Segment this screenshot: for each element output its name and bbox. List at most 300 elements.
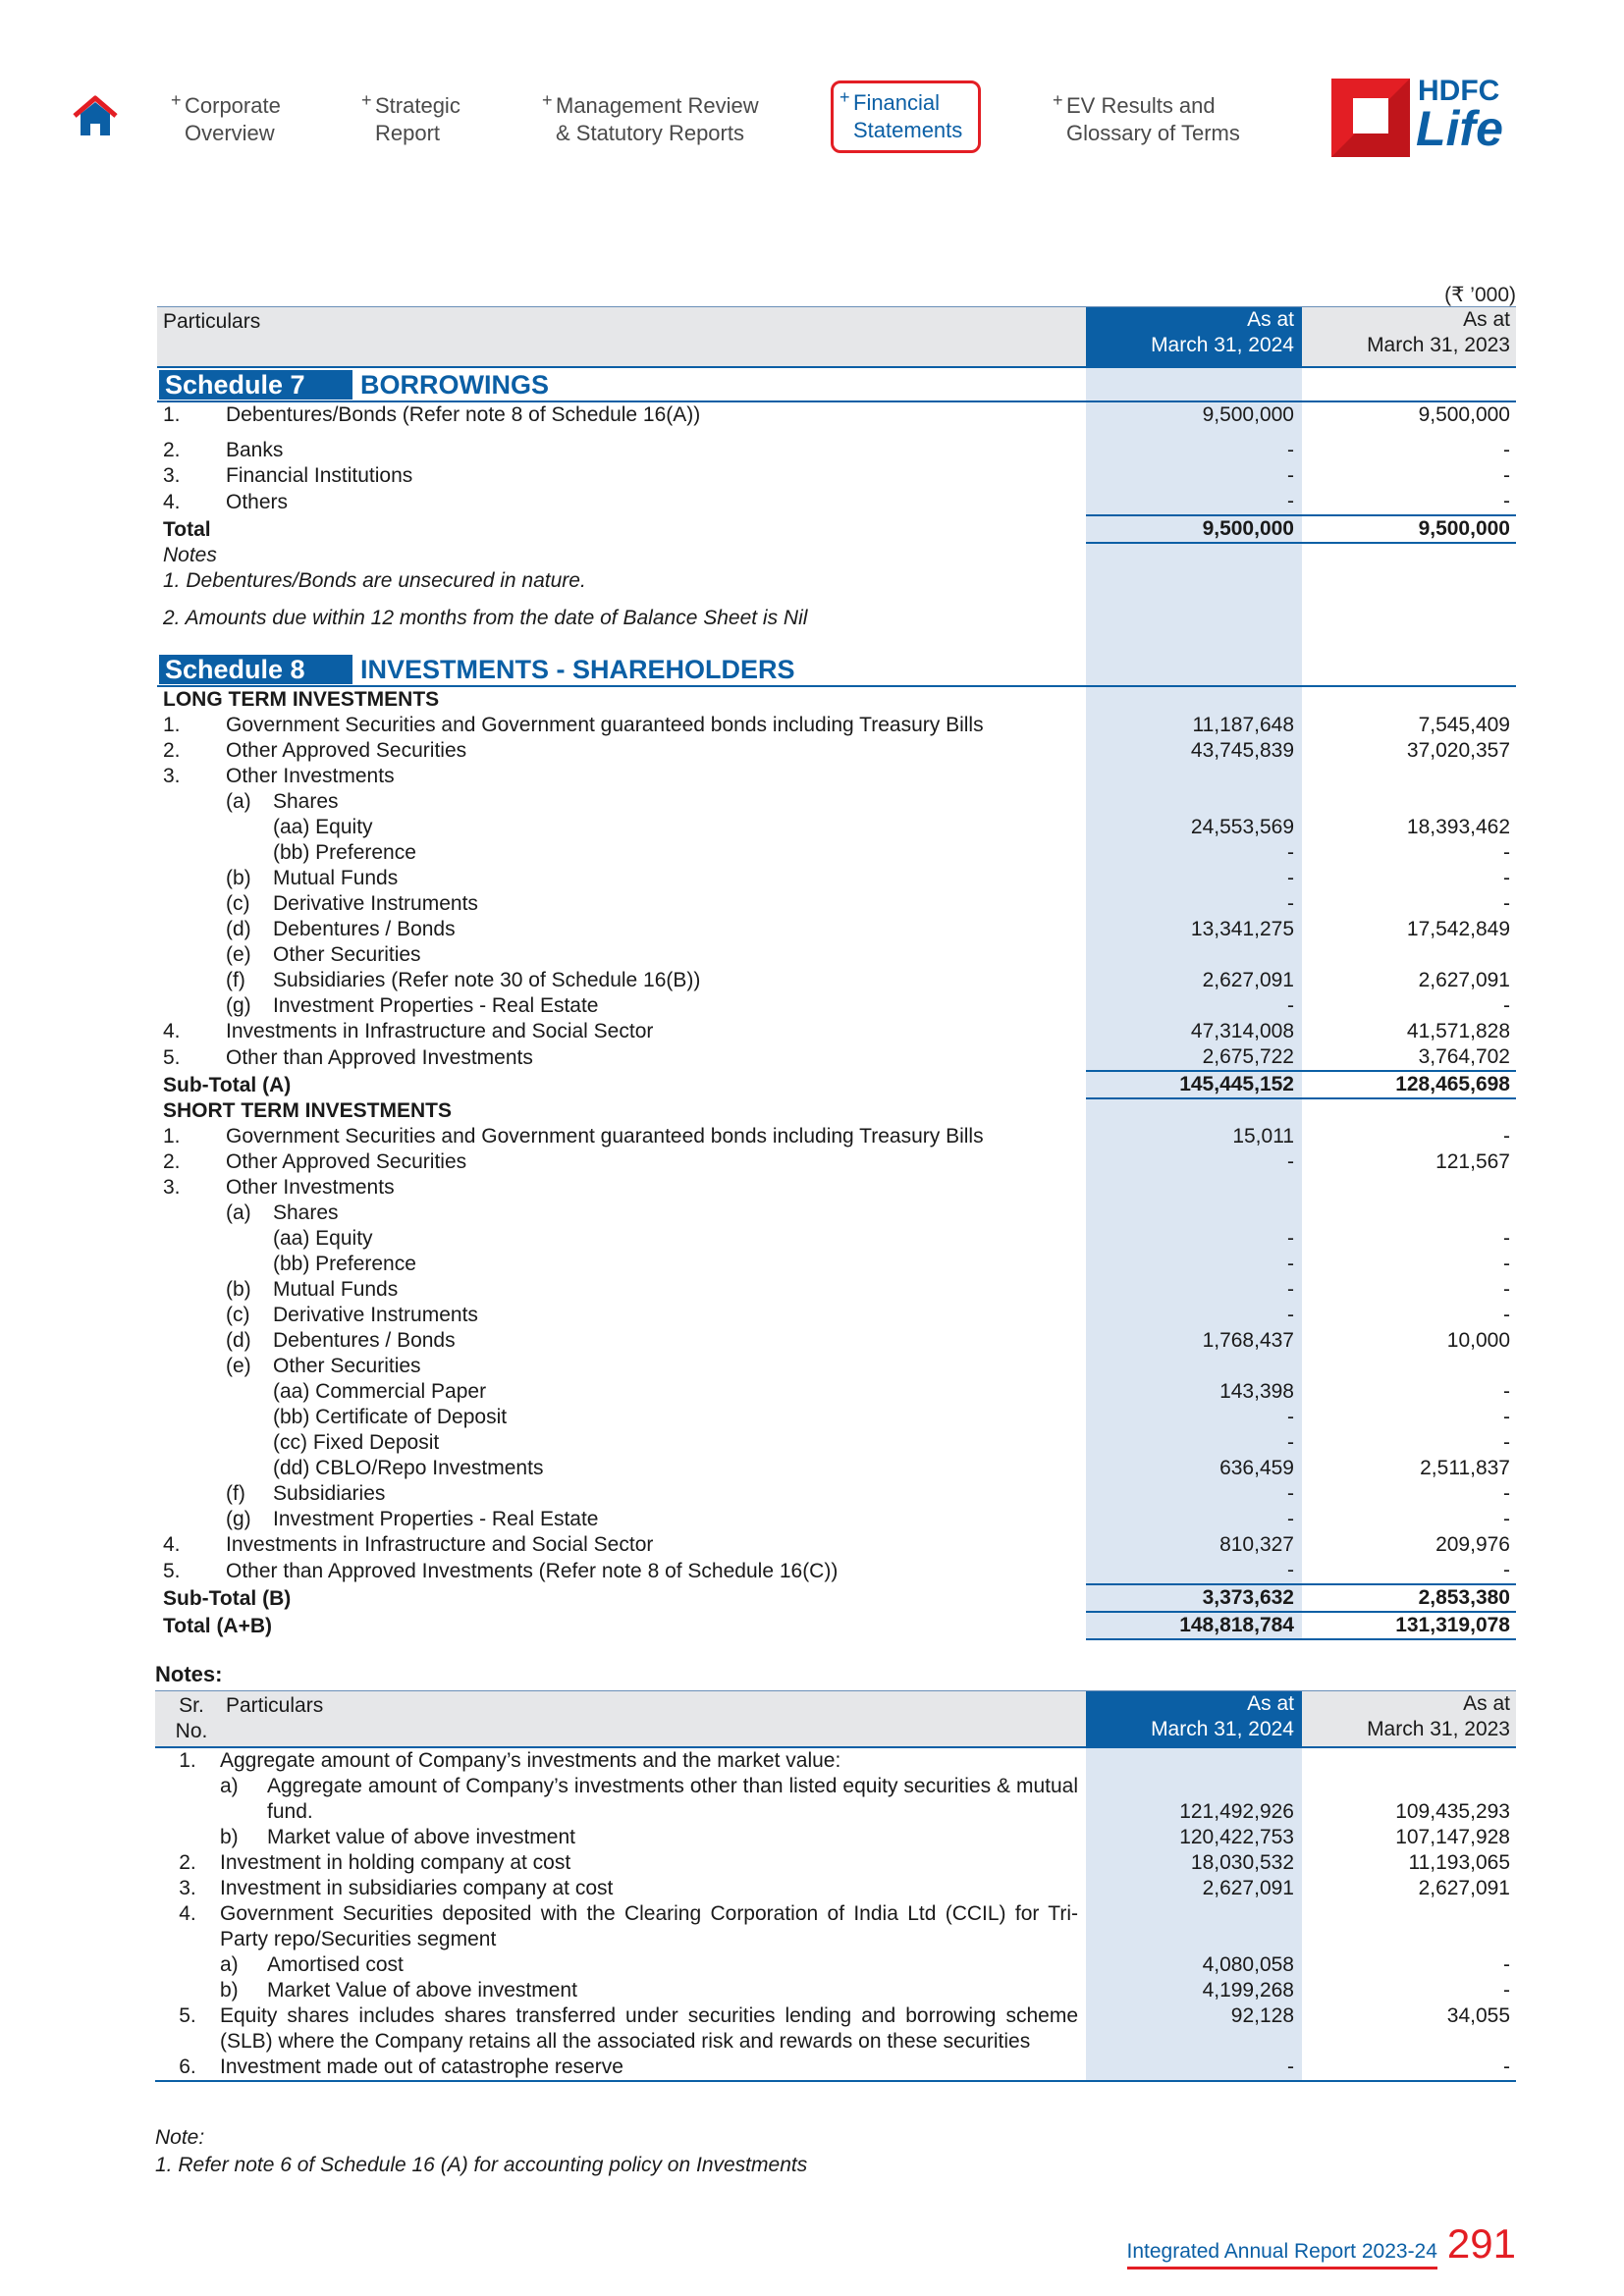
value-2023: 121,567 xyxy=(1435,1150,1510,1173)
schedule-label: Schedule 8 xyxy=(159,655,352,684)
nav-label: Strategic xyxy=(375,93,460,118)
header-col-2023 xyxy=(1302,307,1516,368)
row-number: 5. xyxy=(179,2004,196,2027)
row-label xyxy=(157,1201,1086,1226)
table-row xyxy=(157,1124,1516,1149)
note-text: 1. Refer note 6 of Schedule 16 (A) for accounting policy on Investments xyxy=(155,2154,808,2176)
value-2024: 47,314,008 xyxy=(1086,1019,1302,1044)
value-2023 xyxy=(1302,789,1516,815)
schedule-heading xyxy=(157,367,1086,401)
table-row xyxy=(157,1532,1516,1558)
row-label xyxy=(157,815,1086,840)
schedule-table xyxy=(157,306,1516,1640)
value-2024: - xyxy=(1086,866,1302,891)
table-row xyxy=(155,1774,1516,1825)
nav-label: EV Results and xyxy=(1066,93,1216,118)
table-row xyxy=(157,1328,1516,1354)
plus-icon: + xyxy=(171,90,182,110)
value-2023 xyxy=(1302,942,1516,968)
row-number: 3. xyxy=(163,464,181,487)
row-text: Government Securities and Government guaranteed bonds including Treasury Bills xyxy=(226,1125,984,1148)
note-row xyxy=(157,543,1516,568)
row-number: 1. xyxy=(163,1125,181,1148)
table-row xyxy=(155,1825,1516,1850)
row-label xyxy=(157,968,1086,993)
row-number: (a) xyxy=(226,1201,251,1224)
page-footer xyxy=(1127,2220,1516,2268)
row-text: Other Approved Securities xyxy=(226,739,467,762)
row-number: (b) xyxy=(226,867,251,889)
header-asat: As at xyxy=(1463,1692,1510,1715)
value-2024: 148,818,784 xyxy=(1086,1612,1302,1639)
row-text: Banks xyxy=(226,439,284,461)
note-row xyxy=(157,568,1516,594)
row-text: Mutual Funds xyxy=(273,1278,399,1301)
logo-text-bottom: Life xyxy=(1416,101,1503,156)
nav-strategic-report[interactable] xyxy=(361,90,460,147)
row-label xyxy=(157,463,1086,489)
header-col-2024 xyxy=(1086,1691,1302,1748)
value-2024: - xyxy=(1086,1558,1302,1584)
value-2023 xyxy=(1302,686,1516,713)
sub-number: a) xyxy=(220,1775,239,1797)
value-2023: - xyxy=(1503,1304,1510,1326)
value-2023 xyxy=(1302,1354,1516,1379)
row-number xyxy=(155,1978,220,2003)
value-2024: 92,128 xyxy=(1086,2003,1302,2055)
row-text: Other than Approved Investments (Refer note 8 of Schedule 16(C)) xyxy=(226,1560,839,1582)
value-2023 xyxy=(1302,653,1516,686)
schedule-label: Schedule 7 xyxy=(159,370,352,400)
table-header xyxy=(157,307,1516,368)
nav-label: Report xyxy=(375,121,441,145)
value-2024 xyxy=(1086,367,1302,401)
row-text: Other Investments xyxy=(226,765,395,787)
table-row xyxy=(157,1149,1516,1175)
sub-item xyxy=(220,1825,1078,1850)
row-text: Equity shares includes shares transferred under securities lending and borrowing scheme (SLB) where the Company retains all the associated risk and rewards on these securities xyxy=(220,2004,1078,2053)
row-label xyxy=(157,1124,1086,1149)
value-2024: 4,199,268 xyxy=(1086,1978,1302,2003)
row-number: (e) xyxy=(226,1355,251,1377)
row-text: Others xyxy=(226,491,289,513)
table-row xyxy=(157,968,1516,993)
row-text: Derivative Instruments xyxy=(273,892,478,915)
row-label xyxy=(157,1481,1086,1507)
table-row xyxy=(157,1303,1516,1328)
row-text: Amortised cost xyxy=(267,1953,404,1976)
value-2023: 11,193,065 xyxy=(1408,1851,1510,1874)
table-row xyxy=(157,764,1516,789)
table-row xyxy=(157,463,1516,489)
table-row xyxy=(157,1201,1516,1226)
value-2024: 2,675,722 xyxy=(1086,1044,1302,1071)
row-text: (bb) Certificate of Deposit xyxy=(273,1406,508,1428)
table-row xyxy=(157,1044,1516,1071)
table-row xyxy=(157,1405,1516,1430)
spacer-row xyxy=(157,631,1516,653)
row-text: Other Securities xyxy=(273,943,421,966)
header-sr: Sr. xyxy=(179,1694,204,1717)
header-date: March 31, 2023 xyxy=(1367,334,1510,356)
header-sr-no xyxy=(155,1691,220,1748)
row-label xyxy=(157,1044,1086,1071)
value-2023: - xyxy=(1503,1431,1510,1454)
spacer xyxy=(157,631,1086,653)
total-label: Total xyxy=(163,518,211,541)
row-text: Market Value of above investment xyxy=(267,1979,577,2002)
row-number: 4. xyxy=(163,1020,181,1042)
row-text: Investments in Infrastructure and Social Sector xyxy=(226,1020,654,1042)
value-2024 xyxy=(1086,594,1302,631)
table-row xyxy=(157,738,1516,764)
plus-icon: + xyxy=(542,90,553,110)
value-2023: 41,571,828 xyxy=(1406,1020,1510,1042)
row-text: Mutual Funds xyxy=(273,867,399,889)
value-2023: - xyxy=(1503,1979,1510,2002)
header-particulars: Particulars xyxy=(157,307,1086,368)
schedule-8-body xyxy=(157,653,1516,1639)
row-label xyxy=(157,1558,1086,1584)
value-2023: 2,853,380 xyxy=(1302,1584,1516,1612)
table-row xyxy=(157,1277,1516,1303)
value-2024: 9,500,000 xyxy=(1086,401,1302,428)
schedule-8-heading xyxy=(157,653,1516,686)
value-2023: 209,976 xyxy=(1435,1533,1510,1556)
value-2023: - xyxy=(1503,439,1510,461)
table-row xyxy=(155,1952,1516,1978)
table-row xyxy=(157,993,1516,1019)
row-text: Subsidiaries (Refer note 30 of Schedule 16(B)) xyxy=(273,969,701,991)
value-2023 xyxy=(1302,1098,1516,1124)
row-text: Debentures / Bonds xyxy=(273,918,456,940)
plus-icon: + xyxy=(361,90,372,110)
value-2024: - xyxy=(1086,1507,1302,1532)
value-2024: 810,327 xyxy=(1086,1532,1302,1558)
row-label xyxy=(157,942,1086,968)
value-2023: - xyxy=(1503,1953,1510,1976)
row-number: 4. xyxy=(163,1533,181,1556)
value-2023: - xyxy=(1503,1380,1510,1403)
row-number: (c) xyxy=(226,1304,250,1326)
nav-ev-results[interactable] xyxy=(1053,90,1240,147)
row-text: Other Investments xyxy=(226,1176,395,1199)
unit-label: (₹ ’000) xyxy=(1444,284,1516,306)
value-2024: - xyxy=(1086,463,1302,489)
value-2024: 120,422,753 xyxy=(1086,1825,1302,1850)
table-row xyxy=(157,891,1516,917)
row-label xyxy=(157,789,1086,815)
row-label xyxy=(157,1175,1086,1201)
header-date: March 31, 2024 xyxy=(1151,334,1294,356)
row-label xyxy=(220,2055,1086,2081)
schedule-7-heading xyxy=(157,367,1516,401)
header-no: No. xyxy=(175,1720,208,1742)
row-number: (g) xyxy=(226,1508,251,1530)
value-2024: 2,627,091 xyxy=(1086,968,1302,993)
value-2023 xyxy=(1302,1175,1516,1201)
nav-label: Management Review xyxy=(556,93,759,118)
table-row xyxy=(155,1978,1516,2003)
plus-icon: + xyxy=(839,87,850,107)
row-label xyxy=(220,1747,1086,1774)
row-number xyxy=(155,1825,220,1850)
row-text: (bb) Preference xyxy=(273,841,416,864)
row-label xyxy=(157,1379,1086,1405)
value-2024 xyxy=(1086,686,1302,713)
nav-corporate-overview[interactable] xyxy=(171,90,281,147)
value-2023: - xyxy=(1503,1482,1510,1505)
table-row xyxy=(157,713,1516,738)
row-label xyxy=(220,1952,1086,1978)
row-label xyxy=(157,1252,1086,1277)
row-label xyxy=(220,1876,1086,1901)
value-2023 xyxy=(1302,1901,1516,1952)
value-2024: - xyxy=(1086,1252,1302,1277)
table-row xyxy=(157,789,1516,815)
value-2024: - xyxy=(1086,428,1302,463)
row-label xyxy=(157,1456,1086,1481)
home-icon[interactable] xyxy=(71,94,120,139)
value-2023: 34,055 xyxy=(1446,2004,1510,2027)
sub-number: b) xyxy=(220,1826,239,1848)
table-row xyxy=(157,917,1516,942)
nav-label: Corporate xyxy=(185,93,281,118)
note-label: Note: xyxy=(155,2126,205,2149)
table-row xyxy=(157,840,1516,866)
row-label xyxy=(157,1430,1086,1456)
row-label xyxy=(157,428,1086,463)
table-row xyxy=(155,2003,1516,2055)
table-row xyxy=(157,942,1516,968)
row-label xyxy=(157,764,1086,789)
header-asat: As at xyxy=(1247,308,1294,331)
notes-body xyxy=(155,1747,1516,2081)
value-2024: 121,492,926 xyxy=(1086,1774,1302,1825)
value-2023: 17,542,849 xyxy=(1406,918,1510,940)
nav-financial-statements[interactable] xyxy=(831,80,981,153)
row-number xyxy=(155,1774,220,1825)
row-number: 1. xyxy=(163,403,181,426)
row-number: (a) xyxy=(226,790,251,813)
row-number: (d) xyxy=(226,918,251,940)
row-label xyxy=(157,866,1086,891)
row-number: 3. xyxy=(163,1176,181,1199)
value-2023: - xyxy=(1503,1278,1510,1301)
row-label xyxy=(157,1019,1086,1044)
value-2023: 131,319,078 xyxy=(1302,1612,1516,1639)
table-row xyxy=(157,1252,1516,1277)
row-number: 6. xyxy=(155,2055,220,2081)
value-2023: - xyxy=(1302,2055,1516,2081)
note-text: 1. Debentures/Bonds are unsecured in nature. xyxy=(163,569,586,592)
value-2024: 15,011 xyxy=(1086,1124,1302,1149)
sub-number: b) xyxy=(220,1979,239,2002)
notes-table xyxy=(155,1690,1516,2082)
row-label xyxy=(220,1978,1086,2003)
value-2023: 7,545,409 xyxy=(1418,714,1510,736)
value-2023: - xyxy=(1503,1406,1510,1428)
value-2024: 11,187,648 xyxy=(1086,713,1302,738)
row-text: (dd) CBLO/Repo Investments xyxy=(273,1457,544,1479)
plus-icon: + xyxy=(1053,90,1063,110)
value-2023 xyxy=(1302,764,1516,789)
row-number: 3. xyxy=(163,765,181,787)
row-label xyxy=(157,1354,1086,1379)
row-number xyxy=(155,1952,220,1978)
hdfc-life-logo xyxy=(1331,77,1518,159)
table-row xyxy=(157,428,1516,463)
row-label xyxy=(157,401,1086,428)
row-number: 3. xyxy=(179,1877,196,1899)
row-label xyxy=(220,1901,1086,1952)
nav-management-review[interactable] xyxy=(542,90,759,147)
table-row xyxy=(157,1354,1516,1379)
row-label xyxy=(220,1850,1086,1876)
value-2023: 18,393,462 xyxy=(1406,816,1510,838)
value-2024: - xyxy=(1086,1149,1302,1175)
row-label xyxy=(157,738,1086,764)
value-2024: 636,459 xyxy=(1086,1456,1302,1481)
value-2024 xyxy=(1086,1354,1302,1379)
row-label xyxy=(157,1277,1086,1303)
row-label xyxy=(220,1825,1086,1850)
sub-total-a xyxy=(157,1071,1516,1098)
table-row xyxy=(157,1507,1516,1532)
value-2023: - xyxy=(1503,490,1510,512)
table-row xyxy=(157,1175,1516,1201)
row-text: Aggregate amount of Company’s investments and the market value: xyxy=(220,1749,841,1772)
row-text: Shares xyxy=(273,1201,339,1224)
value-2023: - xyxy=(1503,841,1510,864)
row-text: Investment Properties - Real Estate xyxy=(273,994,599,1017)
row-number: (f) xyxy=(226,1482,245,1505)
value-2023: 2,511,837 xyxy=(1420,1457,1510,1479)
table-row xyxy=(155,1850,1516,1876)
value-2024: - xyxy=(1086,840,1302,866)
row-text: Shares xyxy=(273,790,339,813)
table-row xyxy=(157,489,1516,515)
value-2023: 128,465,698 xyxy=(1302,1071,1516,1098)
row-label xyxy=(157,917,1086,942)
row-text: Investment in holding company at cost xyxy=(220,1851,571,1874)
row-number: (e) xyxy=(226,943,251,966)
value-2024: 24,553,569 xyxy=(1086,815,1302,840)
schedule-heading xyxy=(157,653,1086,686)
value-2024 xyxy=(1086,942,1302,968)
value-2024: 43,745,839 xyxy=(1086,738,1302,764)
value-2024 xyxy=(1086,568,1302,594)
value-2024: 13,341,275 xyxy=(1086,917,1302,942)
short-term-heading xyxy=(157,1098,1516,1124)
row-text: (aa) Commercial Paper xyxy=(273,1380,487,1403)
value-2024 xyxy=(1086,1175,1302,1201)
value-2023: - xyxy=(1503,1559,1510,1581)
value-2024 xyxy=(1086,543,1302,568)
row-text: Other Securities xyxy=(273,1355,421,1377)
schedule-title: BORROWINGS xyxy=(360,370,549,400)
row-number: 2. xyxy=(163,439,181,461)
sub-item xyxy=(220,1952,1078,1978)
row-number: 4. xyxy=(163,491,181,513)
nav-label: Financial xyxy=(853,90,941,115)
row-label xyxy=(157,1226,1086,1252)
row-number: (b) xyxy=(226,1278,251,1301)
long-term-heading xyxy=(157,686,1516,713)
row-number: (d) xyxy=(226,1329,251,1352)
row-text: Other Approved Securities xyxy=(226,1150,467,1173)
header-particulars: Particulars xyxy=(220,1691,1086,1748)
row-text: (aa) Equity xyxy=(273,1227,373,1250)
note-text: 2. Amounts due within 12 months from the date of Balance Sheet is Nil xyxy=(163,607,808,629)
nav-label: & Statutory Reports xyxy=(556,121,744,145)
value-2023: 9,500,000 xyxy=(1302,515,1516,543)
value-2024 xyxy=(1086,789,1302,815)
table-row xyxy=(155,1876,1516,1901)
value-2024: 3,373,632 xyxy=(1086,1584,1302,1612)
header-col-2023 xyxy=(1302,1691,1516,1748)
page-number: 291 xyxy=(1446,2220,1516,2267)
value-2024: 4,080,058 xyxy=(1086,1952,1302,1978)
section-heading: SHORT TERM INVESTMENTS xyxy=(163,1099,453,1122)
row-number: 5. xyxy=(163,1046,181,1069)
row-text: (aa) Equity xyxy=(273,816,373,838)
value-2024: 1,768,437 xyxy=(1086,1328,1302,1354)
row-label xyxy=(157,1149,1086,1175)
report-title: Integrated Annual Report 2023-24 xyxy=(1127,2240,1437,2269)
value-2024: - xyxy=(1086,1303,1302,1328)
header-date: March 31, 2024 xyxy=(1151,1718,1294,1740)
row-text: (bb) Preference xyxy=(273,1253,416,1275)
total-label: Total (A+B) xyxy=(163,1615,273,1637)
value-2024: - xyxy=(1086,993,1302,1019)
sub-item xyxy=(220,1978,1078,2003)
header-asat: As at xyxy=(1247,1692,1294,1715)
row-text: Aggregate amount of Company’s investments other than listed equity securities & mutual fund. xyxy=(267,1775,1078,1823)
row-text: Debentures/Bonds (Refer note 8 of Schedule 16(A)) xyxy=(226,403,701,426)
row-number: (c) xyxy=(226,892,250,915)
value-2024: 2,627,091 xyxy=(1086,1876,1302,1901)
row-text: Investment in subsidiaries company at cost xyxy=(220,1877,614,1899)
value-2023: 2,627,091 xyxy=(1418,969,1510,991)
logo-text-top: HDFC xyxy=(1418,75,1500,107)
value-2023: - xyxy=(1503,892,1510,915)
value-2024 xyxy=(1086,653,1302,686)
value-2024 xyxy=(1086,1098,1302,1124)
value-2023: - xyxy=(1503,464,1510,487)
row-label xyxy=(157,840,1086,866)
spacer xyxy=(1086,631,1302,653)
value-2023: 109,435,293 xyxy=(1395,1800,1510,1823)
value-2023 xyxy=(1302,543,1516,568)
table-row xyxy=(157,1481,1516,1507)
row-number: 1. xyxy=(179,1749,196,1772)
value-2024: 9,500,000 xyxy=(1086,515,1302,543)
value-2024: - xyxy=(1086,2055,1302,2081)
row-number: (f) xyxy=(226,969,245,991)
value-2024: - xyxy=(1086,1430,1302,1456)
value-2023: 37,020,357 xyxy=(1406,739,1510,762)
sub-total-b xyxy=(157,1584,1516,1612)
note-row xyxy=(157,594,1516,631)
table-row xyxy=(155,1901,1516,1952)
row-number: 2. xyxy=(163,1150,181,1173)
row-text: Derivative Instruments xyxy=(273,1304,478,1326)
value-2024 xyxy=(1086,1201,1302,1226)
row-label xyxy=(157,993,1086,1019)
grand-total xyxy=(157,1612,1516,1639)
value-2023 xyxy=(1302,568,1516,594)
